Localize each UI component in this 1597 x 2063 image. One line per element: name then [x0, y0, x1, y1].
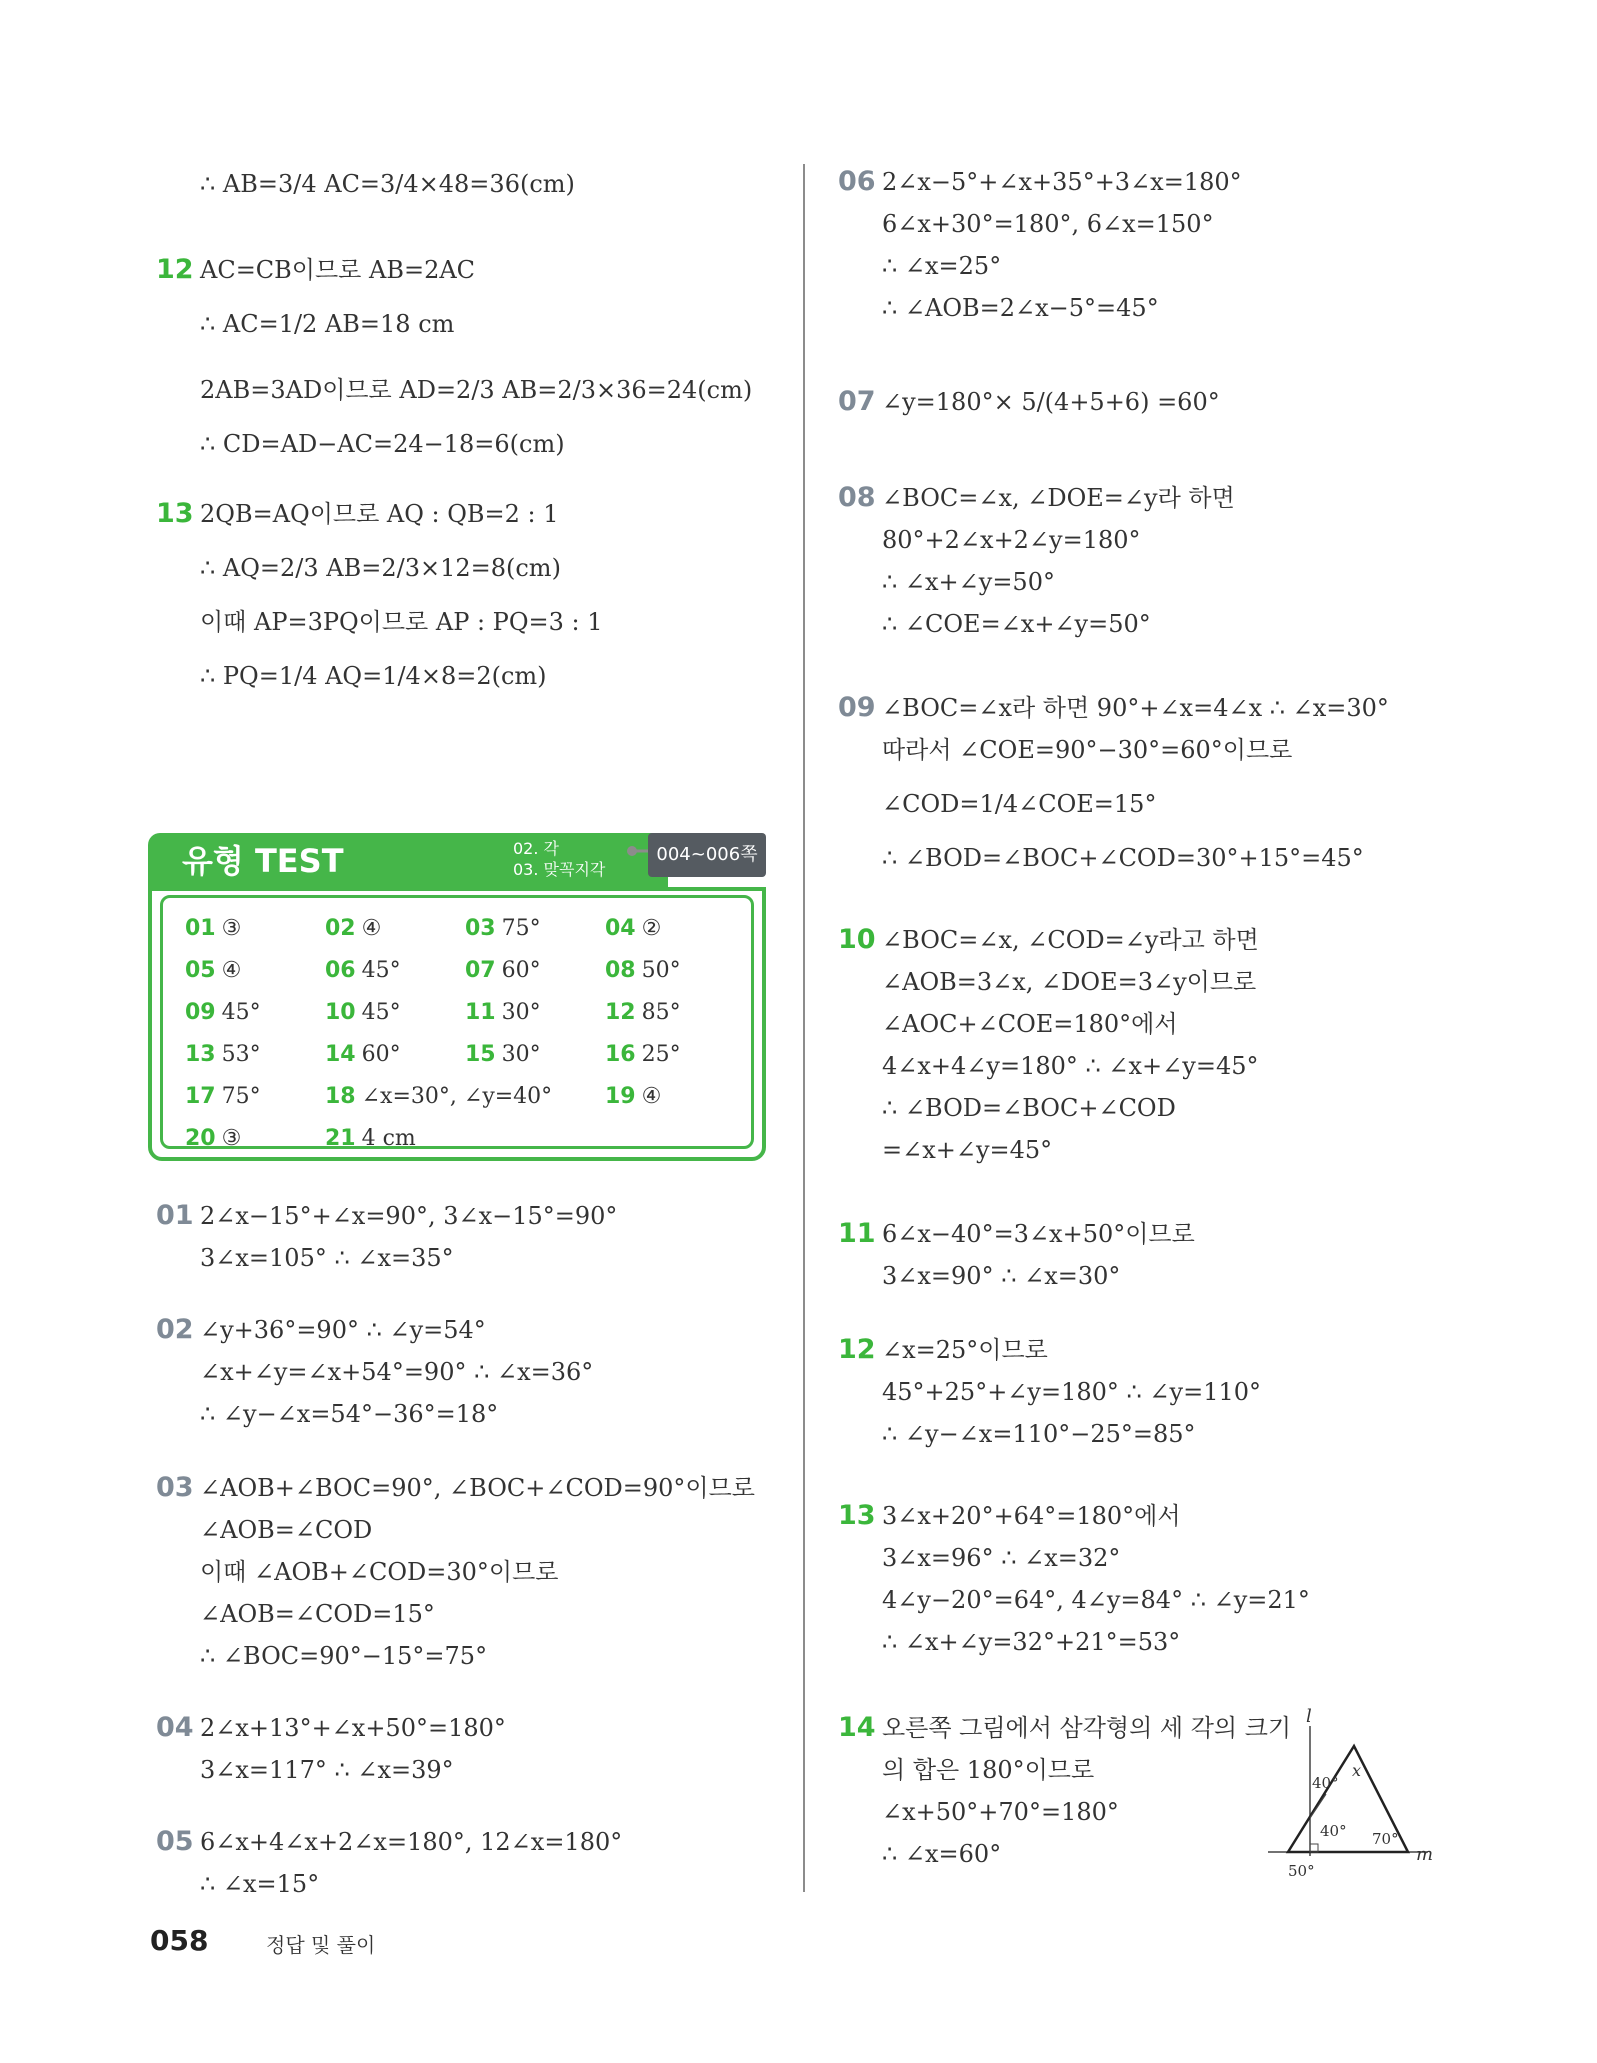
- problem-number: 12: [156, 254, 194, 285]
- subtitle-line: 03. 맞꼭지각: [513, 860, 606, 879]
- text-line: 2QB=AQ이므로 AQ : QB=2 : 1: [200, 500, 559, 528]
- text-line: 80°+2∠x+2∠y=180°: [882, 526, 1141, 554]
- problem-number: 04: [156, 1712, 194, 1743]
- answer-item: 18 ∠x=30°, ∠y=40°: [325, 1084, 553, 1109]
- text-line: 2∠x−15°+∠x=90°, 3∠x−15°=90°: [200, 1202, 618, 1230]
- text-line: ∴ ∠AOB=2∠x−5°=45°: [882, 294, 1159, 322]
- problem-number: 13: [838, 1500, 876, 1531]
- text-line: ∠BOC=∠x, ∠COD=∠y라고 하면: [882, 926, 1259, 954]
- text-line: ∠y=180°× 5/(4+5+6) =60°: [882, 388, 1220, 416]
- text-line: 2∠x+13°+∠x+50°=180°: [200, 1714, 506, 1742]
- text-line: 이때 AP=3PQ이므로 AP : PQ=3 : 1: [200, 608, 603, 636]
- label-m: m: [1416, 1844, 1434, 1865]
- text-line: 이때 ∠AOB+∠COD=30°이므로: [200, 1558, 559, 1586]
- text-line: 45°+25°+∠y=180° ∴ ∠y=110°: [882, 1378, 1261, 1406]
- text-line: ∠x=25°이므로: [882, 1336, 1048, 1364]
- problem-number: 05: [156, 1826, 194, 1857]
- text-line: ∴ ∠BOD=∠BOC+∠COD=30°+15°=45°: [882, 844, 1364, 872]
- text-line: 3∠x=105° ∴ ∠x=35°: [200, 1244, 454, 1272]
- problem-number: 11: [838, 1218, 876, 1249]
- text-line: 2∠x−5°+∠x+35°+3∠x=180°: [882, 168, 1242, 196]
- page-range-tag: 004~006쪽: [648, 833, 766, 877]
- text-line: 3∠x+20°+64°=180°에서: [882, 1502, 1181, 1530]
- text-line: ∴ ∠x+∠y=32°+21°=53°: [882, 1628, 1181, 1656]
- text-line: 4∠y−20°=64°, 4∠y=84° ∴ ∠y=21°: [882, 1586, 1310, 1614]
- text-line: 오른쪽 그림에서 삼각형의 세 각의 크기: [882, 1714, 1292, 1742]
- problem-number: 09: [838, 692, 876, 723]
- answer-item: 09 45°: [185, 1000, 261, 1025]
- answer-item: 12 85°: [605, 1000, 681, 1025]
- problem-number: 06: [838, 166, 876, 197]
- text-line: 3∠x=96° ∴ ∠x=32°: [882, 1544, 1121, 1572]
- answer-item: 01 ③: [185, 916, 242, 941]
- text-line: ∠BOC=∠x, ∠DOE=∠y라 하면: [882, 484, 1235, 512]
- text-line: ∴ AB=3/4 AC=3/4×48=36(cm): [200, 170, 575, 198]
- label-x: x: [1352, 1761, 1362, 1780]
- text-line: ∠y+36°=90° ∴ ∠y=54°: [200, 1316, 486, 1344]
- problem-number: 12: [838, 1334, 876, 1365]
- answer-item: 03 75°: [465, 916, 541, 941]
- text-line: 2AB=3AD이므로 AD=2/3 AB=2/3×36=24(cm): [200, 376, 753, 404]
- problem-number: 10: [838, 924, 876, 955]
- answer-box-subtitle: [513, 838, 605, 880]
- text-line: ∴ PQ=1/4 AQ=1/4×8=2(cm): [200, 662, 547, 690]
- answer-item: 17 75°: [185, 1084, 261, 1109]
- answer-item: 20 ③: [185, 1126, 242, 1151]
- answer-box-body: [148, 887, 766, 1161]
- text-line: ∠COD=1/4∠COE=15°: [882, 790, 1157, 818]
- text-line: 3∠x=117° ∴ ∠x=39°: [200, 1756, 454, 1784]
- text-line: ∠AOC+∠COE=180°에서: [882, 1010, 1178, 1038]
- text-line: 4∠x+4∠y=180° ∴ ∠x+∠y=45°: [882, 1052, 1259, 1080]
- label-70: 70°: [1372, 1830, 1399, 1848]
- text-line: ∴ ∠BOC=90°−15°=75°: [200, 1642, 488, 1670]
- answer-grid: [160, 895, 754, 1149]
- problem-number: 07: [838, 386, 876, 417]
- text-line: ∠AOB=∠COD=15°: [200, 1600, 435, 1628]
- text-line: 6∠x−40°=3∠x+50°이므로: [882, 1220, 1195, 1248]
- answer-item: 06 45°: [325, 958, 401, 983]
- label-l: l: [1306, 1706, 1312, 1727]
- text-line: ∴ ∠COE=∠x+∠y=50°: [882, 610, 1151, 638]
- text-line: ∠AOB=3∠x, ∠DOE=3∠y이므로: [882, 968, 1257, 996]
- problem-number: 01: [156, 1200, 194, 1231]
- text-line: ∴ ∠y−∠x=54°−36°=18°: [200, 1400, 499, 1428]
- text-line: 6∠x+30°=180°, 6∠x=150°: [882, 210, 1214, 238]
- answer-box-header: [148, 833, 668, 889]
- problem-number: 03: [156, 1472, 194, 1503]
- text-line: ∴ CD=AD−AC=24−18=6(cm): [200, 430, 565, 458]
- answer-item: 07 60°: [465, 958, 541, 983]
- triangle-figure: [1268, 1706, 1448, 1881]
- text-line: ∠BOC=∠x라 하면 90°+∠x=4∠x ∴ ∠x=30°: [882, 694, 1389, 722]
- answer-item: 02 ④: [325, 916, 382, 941]
- answer-item: 21 4 cm: [325, 1126, 416, 1151]
- text-line: 3∠x=90° ∴ ∠x=30°: [882, 1262, 1121, 1290]
- text-line: ∴ ∠x=25°: [882, 252, 1002, 280]
- answer-item: 19 ④: [605, 1084, 662, 1109]
- text-line: ∴ ∠x=15°: [200, 1870, 320, 1898]
- text-line: =∠x+∠y=45°: [882, 1136, 1053, 1164]
- text-line: ∠x+50°+70°=180°: [882, 1798, 1119, 1826]
- text-line: ∴ ∠BOD=∠BOC+∠COD: [882, 1094, 1176, 1122]
- problem-number: 08: [838, 482, 876, 513]
- answer-item: 04 ②: [605, 916, 662, 941]
- label-40-top: 40°: [1312, 1774, 1339, 1792]
- text-line: ∠x+∠y=∠x+54°=90° ∴ ∠x=36°: [200, 1358, 594, 1386]
- page-number: 058: [150, 1924, 209, 1957]
- answer-box: [148, 833, 766, 1161]
- column-divider: [803, 164, 805, 1892]
- answer-item: 10 45°: [325, 1000, 401, 1025]
- text-line: ∠AOB=∠COD: [200, 1516, 373, 1544]
- answer-item: 11 30°: [465, 1000, 541, 1025]
- text-line: ∴ ∠x=60°: [882, 1840, 1002, 1868]
- text-line: AC=CB이므로 AB=2AC: [200, 256, 476, 284]
- problem-number: 13: [156, 498, 194, 529]
- answer-item: 08 50°: [605, 958, 681, 983]
- answer-item: 16 25°: [605, 1042, 681, 1067]
- answer-item: 13 53°: [185, 1042, 261, 1067]
- footer-text: 정답 및 풀이: [266, 1933, 376, 1957]
- text-line: ∴ ∠x+∠y=50°: [882, 568, 1055, 596]
- label-50: 50°: [1288, 1862, 1315, 1880]
- text-line: 6∠x+4∠x+2∠x=180°, 12∠x=180°: [200, 1828, 623, 1856]
- answer-item: 14 60°: [325, 1042, 401, 1067]
- problem-number: 14: [838, 1712, 876, 1743]
- text-line: ∠AOB+∠BOC=90°, ∠BOC+∠COD=90°이므로: [200, 1474, 755, 1502]
- label-40-mid: 40°: [1320, 1822, 1347, 1840]
- text-line: 따라서 ∠COE=90°−30°=60°이므로: [882, 736, 1293, 764]
- answer-item: 15 30°: [465, 1042, 541, 1067]
- text-line: ∴ AC=1/2 AB=18 cm: [200, 310, 455, 338]
- problem-number: 02: [156, 1314, 194, 1345]
- text-line: 의 합은 180°이므로: [882, 1756, 1095, 1784]
- text-line: ∴ ∠y−∠x=110°−25°=85°: [882, 1420, 1196, 1448]
- answer-box-title: 유형 TEST: [182, 842, 344, 880]
- text-line: ∴ AQ=2/3 AB=2/3×12=8(cm): [200, 554, 561, 582]
- subtitle-line: 02. 각: [513, 839, 559, 858]
- answer-item: 05 ④: [185, 958, 242, 983]
